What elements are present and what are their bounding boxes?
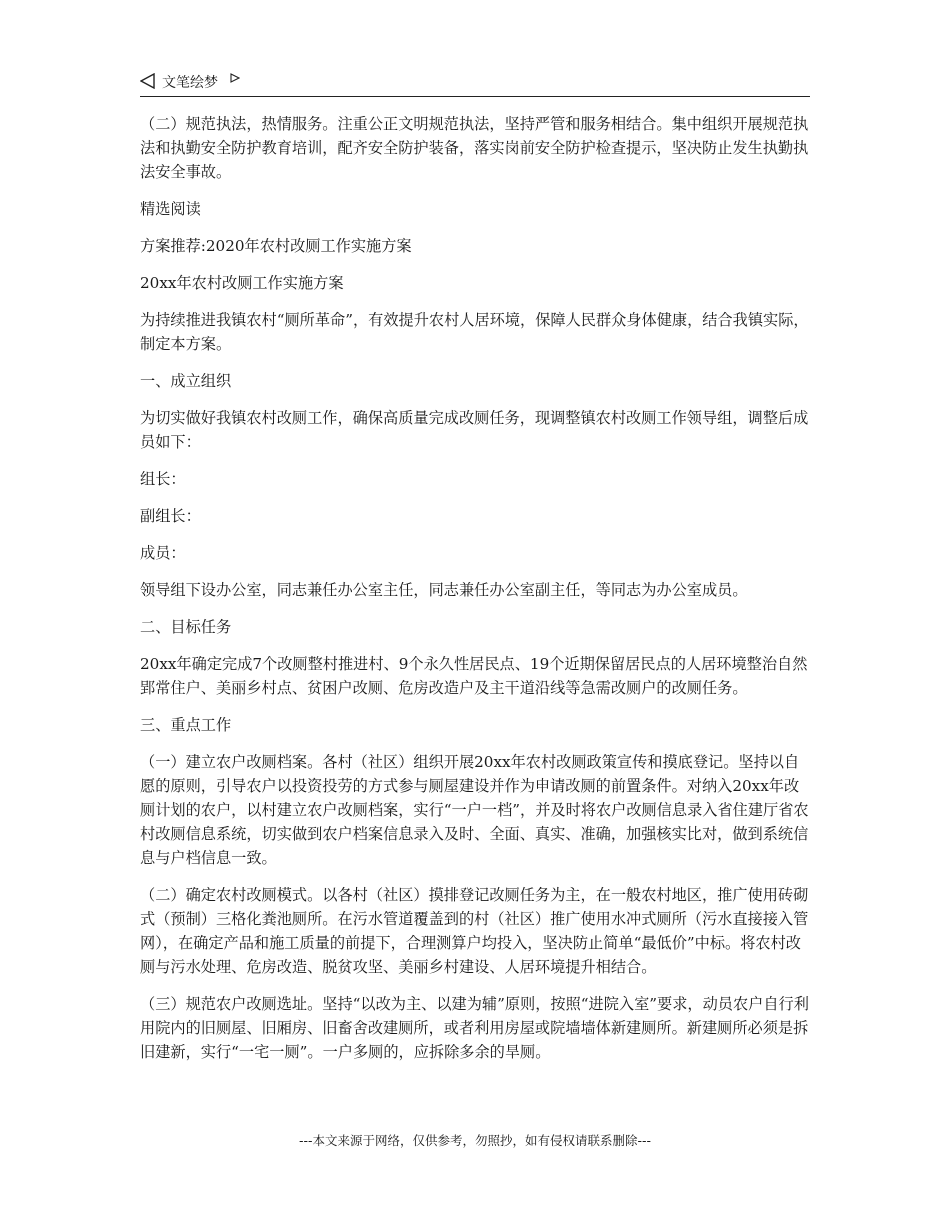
paragraph-intro: 为持续推进我镇农村“厕所革命”，有效提升农村人居环境，保障人民群众身体健康，结合我镇实际，制定本方案。 [140, 311, 809, 353]
label-members: 成员： [140, 544, 186, 562]
page-header [140, 70, 810, 97]
heading-targets: 二、目标任务 [140, 618, 232, 636]
label-leader: 组长： [140, 470, 186, 488]
plan-title: 20xx年农村改厕工作实施方案 [140, 274, 344, 292]
brand-title: 文笔绘梦 [162, 75, 218, 91]
paragraph-enforcement: （二）规范执法，热情服务。注重公正文明规范执法，坚持严管和服务相结合。集中组织开展规范执法和执勤安全防护教育培训，配齐安全防护装备，落实岗前安全防护检查提示，坚决防止发生执勤执法安全事故。 [140, 115, 809, 181]
paragraph-targets: 20xx年确定完成7个改厕整村推进村、9个永久性居民点、19个近期保留居民点的人居环境整治自然郢常住户、美丽乡村点、贫困户改厕、危房改造户及主干道沿线等急需改厕户的改厕任务。 [140, 655, 808, 697]
paragraph-key-work-1: （一）建立农户改厕档案。各村（社区）组织开展20xx年农村改厕政策宣传和摸底登记。坚持以自愿的原则，引导农户以投资投劳的方式参与厕屋建设并作为申请改厕的前置条件。对纳入20xx年改厕计划的农户，以村建立农户改厕档案，实行“一户一档”，并及时将农户改厕信息录入省住建厅省农村改厕信息系统，切实做到农户档案信息录入及时、全面、真实、准确，加强核实比对，做到系统信息与户档信息一致。 [140, 753, 809, 867]
section-featured-reading: 精选阅读 [140, 200, 201, 218]
document-body [140, 112, 812, 1077]
label-deputy-leader: 副组长： [140, 507, 201, 525]
heading-key-work: 三、重点工作 [140, 716, 232, 734]
paragraph-organization: 为切实做好我镇农村改厕工作，确保高质量完成改厕任务，现调整镇农村改厕工作领导组，调整后成员如下： [140, 409, 809, 451]
triangle-right-icon [230, 73, 240, 83]
paragraph-key-work-2: （二）确定农村改厕模式。以各村（社区）摸排登记改厕任务为主，在一般农村地区，推广使用砖砌式（预制）三格化粪池厕所。在污水管道覆盖到的村（社区）推广使用水冲式厕所（污水直接接入管网），在确定产品和施工质量的前提下，合理测算户均投入，坚决防止简单“最低价”中标。将农村改厕与污水处理、危房改造、脱贫攻坚、美丽乡村建设、人居环境提升相结合。 [140, 886, 809, 976]
heading-organization: 一、成立组织 [140, 372, 232, 390]
recommended-plan-title: 方案推荐:2020年农村改厕工作实施方案 [140, 237, 412, 255]
triangle-left-icon [140, 73, 156, 89]
footer-notice: ---本文来源于网络，仅供参考，勿照抄，如有侵权请联系删除--- [298, 1133, 652, 1148]
paragraph-key-work-3: （三）规范农户改厕选址。坚持“以改为主、以建为辅”原则，按照“进院入室”要求，动员农户自行利用院内的旧厕屋、旧厢房、旧畜舍改建厕所，或者利用房屋或院墙墙体新建厕所。新建厕所必须是拆旧建新，实行“一宅一厕”。一户多厕的，应拆除多余的旱厕。 [140, 995, 809, 1061]
paragraph-office: 领导组下设办公室，同志兼任办公室主任，同志兼任办公室副主任，等同志为办公室成员。 [140, 581, 748, 599]
